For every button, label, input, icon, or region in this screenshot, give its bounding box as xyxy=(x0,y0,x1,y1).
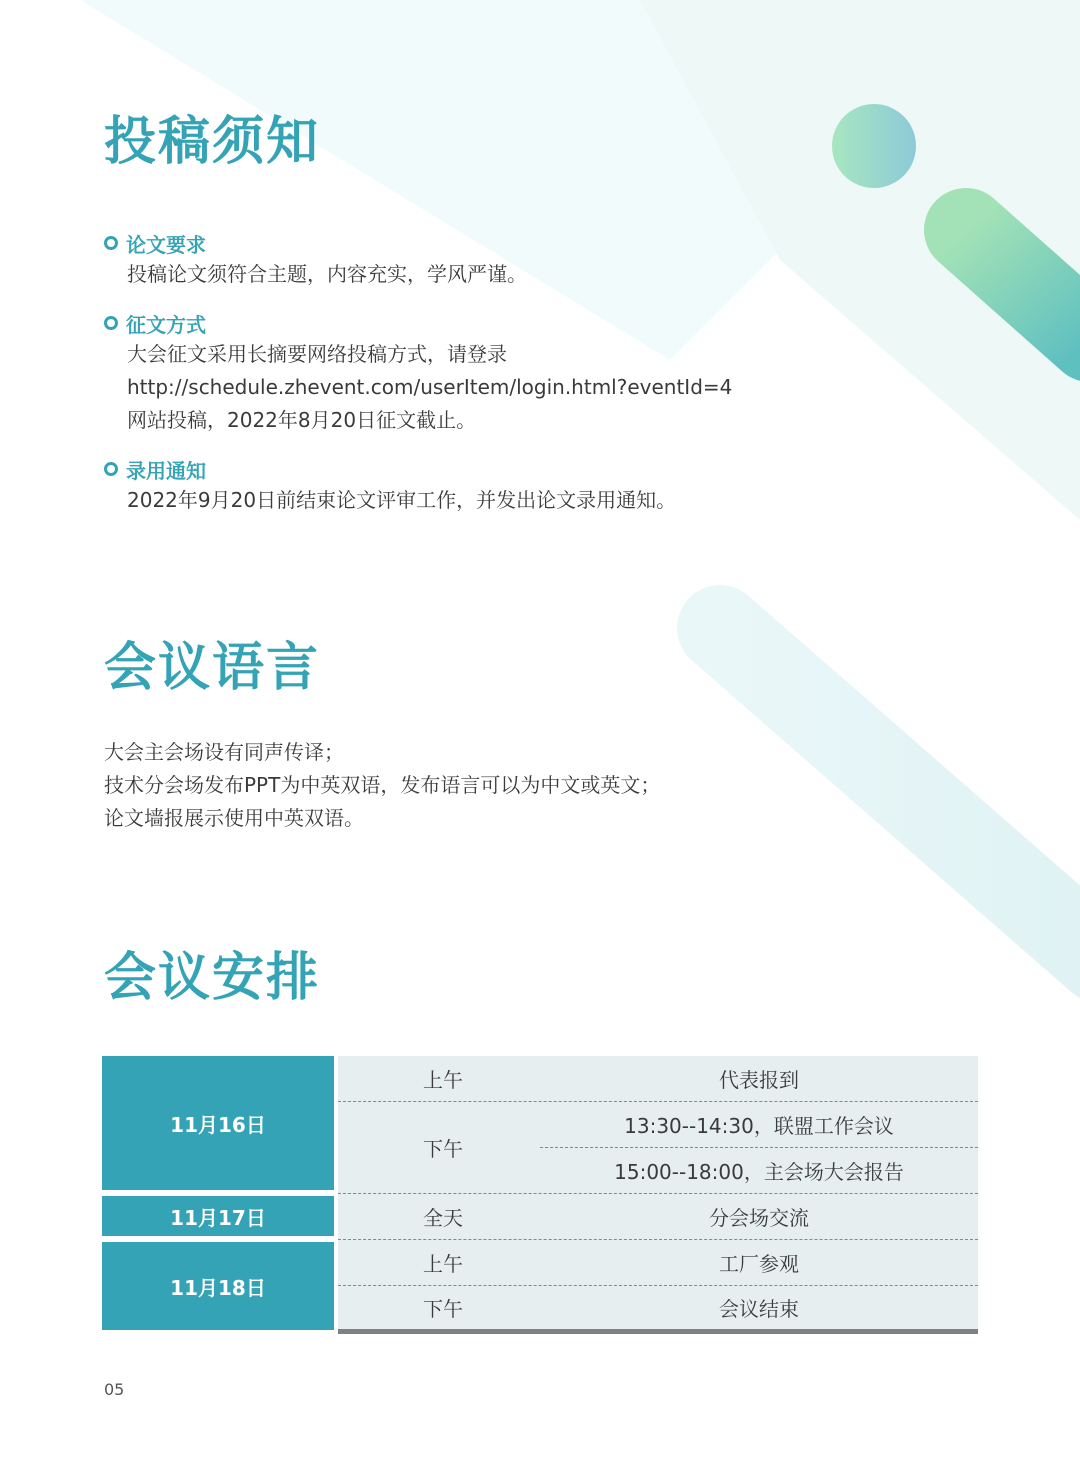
event-cell: 13:30--14:30，联盟工作会议 xyxy=(624,1113,894,1138)
item-text: 大会征文采用长摘要网络投稿方式，请登录 xyxy=(127,342,507,366)
schedule-table xyxy=(102,1056,978,1334)
event-cell: 15:00--18:00，主会场大会报告 xyxy=(614,1159,904,1184)
section-title-submission: 投稿须知 xyxy=(104,112,321,172)
item-text: 投稿论文须符合主题，内容充实，学风严谨。 xyxy=(127,262,527,286)
date-cell-day3: 11月18日 xyxy=(102,1242,334,1330)
period-cell: 下午 xyxy=(423,1297,463,1321)
period-cell: 下午 xyxy=(423,1136,463,1161)
date-cell-day2: 11月17日 xyxy=(102,1196,334,1236)
item-title: 论文要求 xyxy=(126,232,206,257)
language-line: 技术分会场发布PPT为中英双语，发布语言可以为中文或英文； xyxy=(104,773,661,797)
item-title: 录用通知 xyxy=(126,458,206,483)
period-cell: 上午 xyxy=(423,1251,463,1276)
submission-url[interactable]: http://schedule.zhevent.com/userItem/login.html?eventId=4 xyxy=(127,375,733,399)
event-cell: 分会场交流 xyxy=(709,1205,809,1230)
section-title-schedule: 会议安排 xyxy=(104,948,321,1008)
item-text: 2022年9月20日前结束论文评审工作，并发出论文录用通知。 xyxy=(127,488,677,512)
ring-bullet-icon xyxy=(104,236,118,250)
language-line: 大会主会场设有同声传译； xyxy=(104,740,344,764)
ring-bullet-icon xyxy=(104,316,118,330)
date-cell-day1: 11月16日 xyxy=(102,1056,334,1190)
event-cell: 工厂参观 xyxy=(719,1251,799,1276)
period-cell: 全天 xyxy=(423,1205,463,1230)
period-cell: 上午 xyxy=(423,1068,463,1092)
ring-bullet-icon xyxy=(104,462,118,476)
language-line: 论文墙报展示使用中英双语。 xyxy=(104,806,364,830)
submission-item-paper-requirements xyxy=(104,228,527,291)
event-cell: 会议结束 xyxy=(719,1297,799,1321)
event-cell: 代表报到 xyxy=(719,1068,799,1092)
submission-item-acceptance-notice xyxy=(104,454,676,517)
page-number: 05 xyxy=(104,1380,125,1399)
item-text: 网站投稿，2022年8月20日征文截止。 xyxy=(127,408,477,432)
language-paragraph xyxy=(104,736,660,835)
section-title-language: 会议语言 xyxy=(104,638,321,698)
submission-item-call-method xyxy=(104,308,732,437)
item-title: 征文方式 xyxy=(126,312,206,337)
